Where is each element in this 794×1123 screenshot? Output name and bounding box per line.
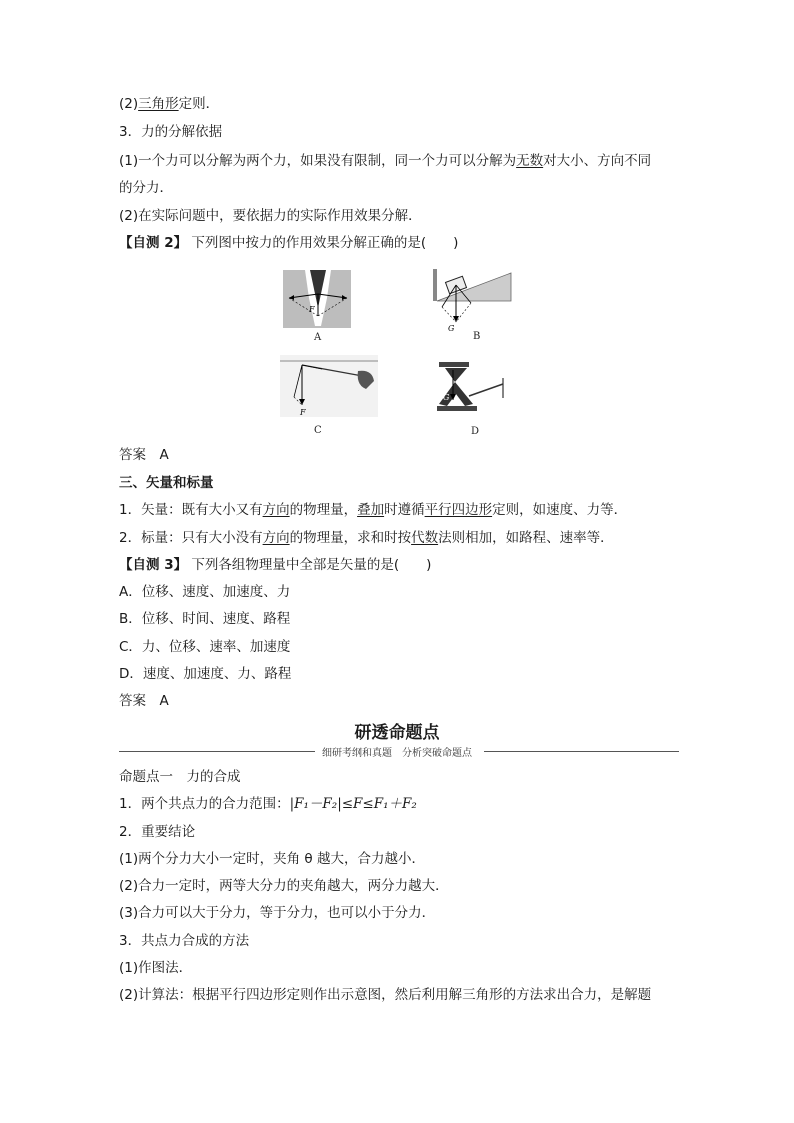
text-line: 3．共点力合成的方法 xyxy=(119,933,250,949)
topic-heading: 命题点一 力的合成 xyxy=(119,769,241,785)
incline-diagram xyxy=(433,267,513,333)
text-line: (2)合力一定时，两等大分力的夹角越大，两分力越大． xyxy=(119,878,449,894)
text-line xyxy=(119,151,651,171)
text-span: 下列图中按力的作用效果分解正确的是( ) xyxy=(191,235,459,251)
text-span: (2) xyxy=(119,96,139,112)
text-line xyxy=(119,94,219,114)
scalar-definition xyxy=(119,528,614,548)
text-span: (1)一个力可以分解为两个力，如果没有限制，同一个力可以分解为 xyxy=(119,153,517,169)
self-test-tag: 【自测 2】 xyxy=(119,235,188,251)
heading-force-decomposition-basis: 3．力的分解依据 xyxy=(119,124,223,140)
answer: 答案 A xyxy=(119,693,169,709)
rope-diagram xyxy=(280,355,378,417)
section-title: 研透命题点 xyxy=(354,723,440,743)
text-span: 1．矢量：既有大小又有 xyxy=(119,502,263,518)
figure-label-c: C xyxy=(314,425,322,436)
option-a: A．位移、速度、加速度、力 xyxy=(119,584,291,600)
underlined-term: 平行四边形 xyxy=(424,502,493,518)
resultant-range xyxy=(119,794,417,814)
jack-diagram xyxy=(433,360,513,414)
svg-text:G: G xyxy=(448,324,455,333)
text-span: 对大小、方向不同 xyxy=(543,153,652,169)
text-span: 定则． xyxy=(178,96,220,112)
text-line: (2)在实际问题中，要依据力的实际作用效果分解． xyxy=(119,208,422,224)
text-span: 定则，如速度、力等． xyxy=(492,502,628,518)
math-formula: |F₁－F₂|≤F≤F₁＋F₂ xyxy=(289,796,417,812)
figure-a xyxy=(283,268,353,343)
text-span: 的物理量，求和时按 xyxy=(289,530,412,546)
figure-label-b: B xyxy=(473,331,481,342)
text-line: 2．重要结论 xyxy=(119,824,196,840)
self-test-tag: 【自测 3】 xyxy=(119,557,188,573)
option-b: B．位移、时间、速度、路程 xyxy=(119,611,291,627)
svg-text:F: F xyxy=(309,305,315,314)
text-span: 下列各组物理量中全部是矢量的是( ) xyxy=(191,557,432,573)
figure-c xyxy=(280,355,378,436)
text-line: 的分力． xyxy=(119,180,173,196)
figure-label-d: D xyxy=(471,426,480,437)
underlined-term: 方向 xyxy=(262,502,290,518)
text-span: 时遵循 xyxy=(384,502,425,518)
option-c: C．力、位移、速率、加速度 xyxy=(119,639,291,655)
text-span: 法则相加，如路程、速率等． xyxy=(438,530,614,546)
svg-text:F: F xyxy=(300,408,306,417)
answer: 答案 A xyxy=(119,447,169,463)
heading-vector-scalar: 三、矢量和标量 xyxy=(119,475,214,491)
figure-b xyxy=(433,267,513,342)
figure-label-a: A xyxy=(314,332,322,343)
underlined-term: 方向 xyxy=(262,530,290,546)
underlined-term: 无数 xyxy=(516,153,544,169)
text-line: (1)作图法． xyxy=(119,960,193,976)
text-span: 2．标量：只有大小没有 xyxy=(119,530,263,546)
underlined-term: 叠加 xyxy=(357,502,385,518)
option-d: D．速度、加速度、力、路程 xyxy=(119,666,292,682)
wedge-diagram xyxy=(283,268,353,328)
text-span: 1．两个共点力的合力范围： xyxy=(119,796,290,812)
text-line: (1)两个分力大小一定时，夹角 θ 越大，合力越小． xyxy=(119,851,425,867)
text-span: 的物理量， xyxy=(289,502,358,518)
underlined-term: 代数 xyxy=(411,530,439,546)
self-test-3-question xyxy=(119,555,431,575)
figure-d xyxy=(433,360,513,437)
svg-text:G: G xyxy=(443,393,450,402)
underlined-term: 三角形 xyxy=(138,96,179,112)
section-subtitle: 细研考纲和真题 分析突破命题点 xyxy=(322,748,472,759)
vector-definition xyxy=(119,500,627,520)
self-test-2-question xyxy=(119,233,458,253)
text-line: (3)合力可以大于分力，等于分力，也可以小于分力． xyxy=(119,905,436,921)
text-line: (2)计算法：根据平行四边形定则作出示意图，然后利用解三角形的方法求出合力，是解题 xyxy=(119,987,652,1003)
